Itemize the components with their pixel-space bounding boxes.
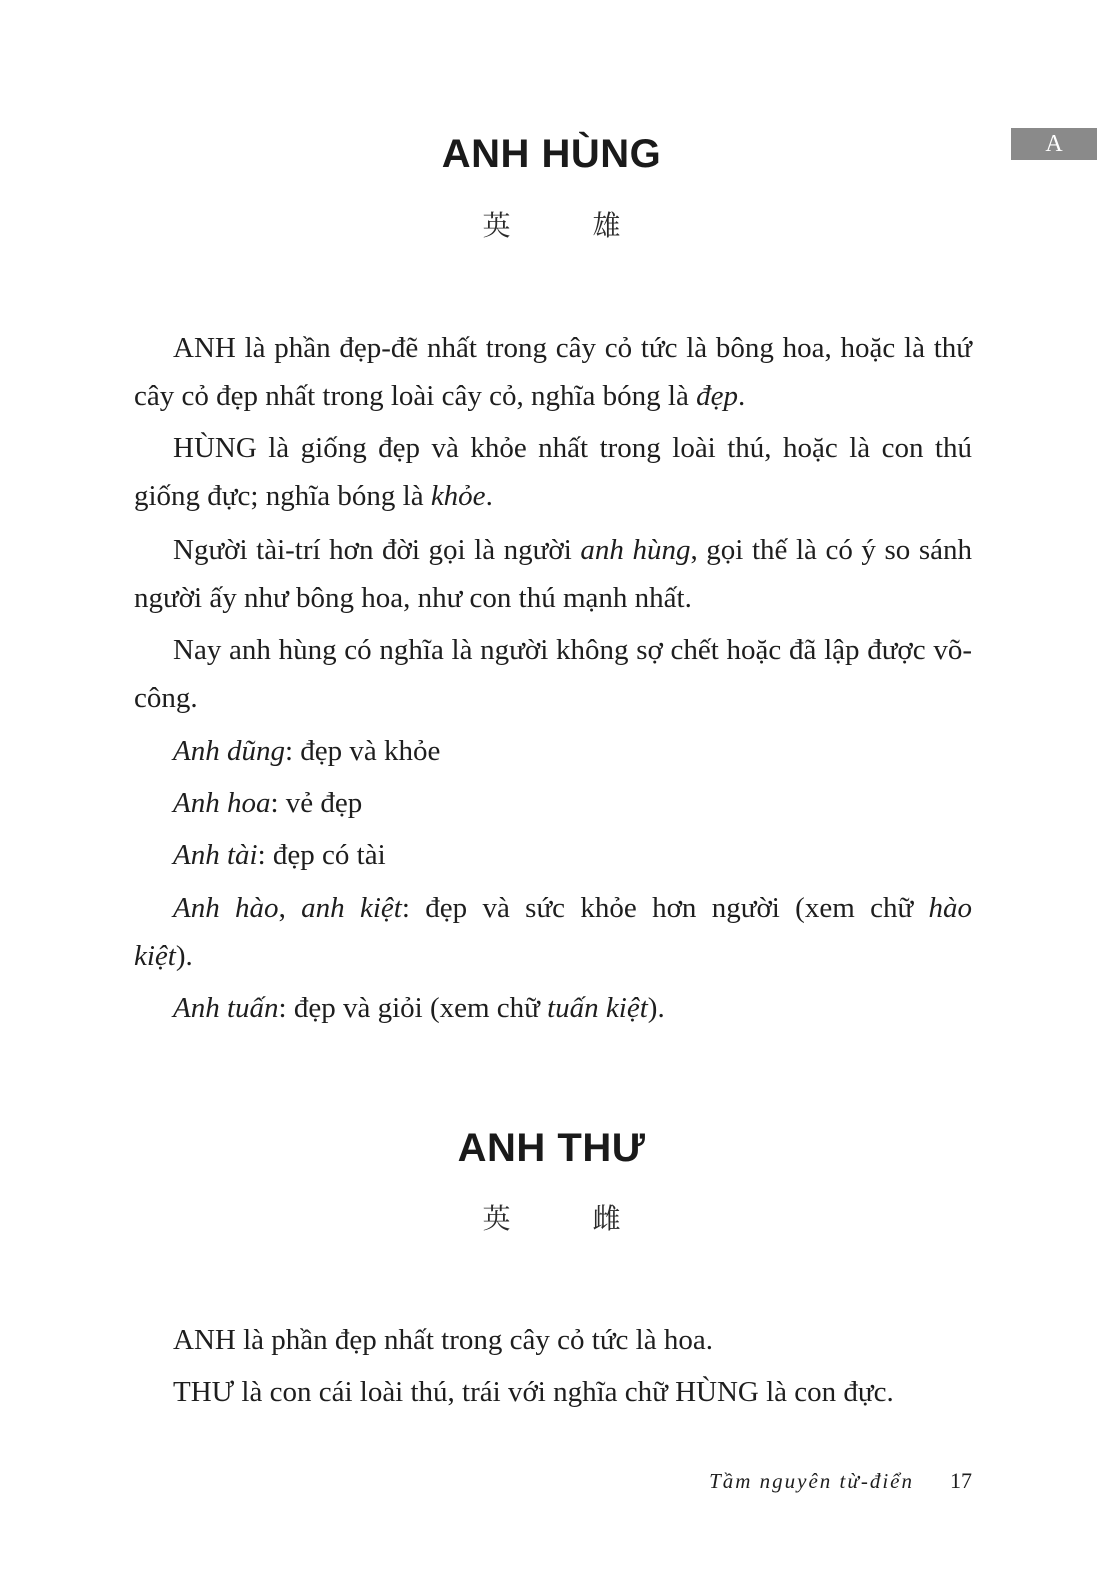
- compound-term: Anh tuấn: đẹp và giỏi (xem chữ tuấn kiệt).: [173, 992, 665, 1024]
- entry-title-anh-hung: ANH HÙNG: [441, 132, 662, 176]
- compound-term: Anh dũng: đẹp và khỏe: [173, 735, 441, 767]
- han-characters-anh-thu: [0, 1197, 1103, 1237]
- han-char: 雄: [592, 209, 621, 242]
- definition-paragraph: ANH là phần đẹp-đẽ nhất trong cây cỏ tức là bông hoa, hoặc là thứ cây cỏ đẹp nhất trong loài cây cỏ, nghĩa bóng là đẹp.: [134, 332, 972, 412]
- definition-paragraph: HÙNG là giống đẹp và khỏe nhất trong loài thú, hoặc là con thú giống đực; nghĩa bóng là khỏe.: [134, 432, 972, 512]
- han-char: 英: [482, 209, 511, 242]
- han-characters-anh-hung: [0, 204, 1103, 244]
- running-footer-title: Tầm nguyên từ-điển: [709, 1469, 914, 1493]
- compound-term: Anh tài: đẹp có tài: [173, 839, 386, 871]
- definition-line: THƯ là con cái loài thú, trái với nghĩa chữ HÙNG là con đực.: [173, 1376, 894, 1408]
- entry-title-anh-thu: ANH THƯ: [457, 1126, 646, 1170]
- compound-term: Anh hoa: vẻ đẹp: [173, 787, 363, 819]
- han-char: 英: [482, 1202, 511, 1235]
- han-char: 雌: [592, 1202, 621, 1235]
- section-tab: A: [1011, 128, 1097, 160]
- definition-line: ANH là phần đẹp nhất trong cây cỏ tức là hoa.: [173, 1324, 713, 1356]
- definition-paragraph: Người tài-trí hơn đời gọi là người anh hùng, gọi thế là có ý so sánh người ấy như bông hoa, như con thú mạnh nhất.: [134, 534, 973, 614]
- page-footer: [709, 1468, 972, 1494]
- compound-term: Anh hào, anh kiệt: đẹp và sức khỏe hơn người (xem chữ hào kiệt).: [134, 892, 973, 972]
- definition-paragraph: Nay anh hùng có nghĩa là người không sợ chết hoặc đã lập được võ-công.: [134, 634, 972, 714]
- page-number: 17: [950, 1468, 972, 1493]
